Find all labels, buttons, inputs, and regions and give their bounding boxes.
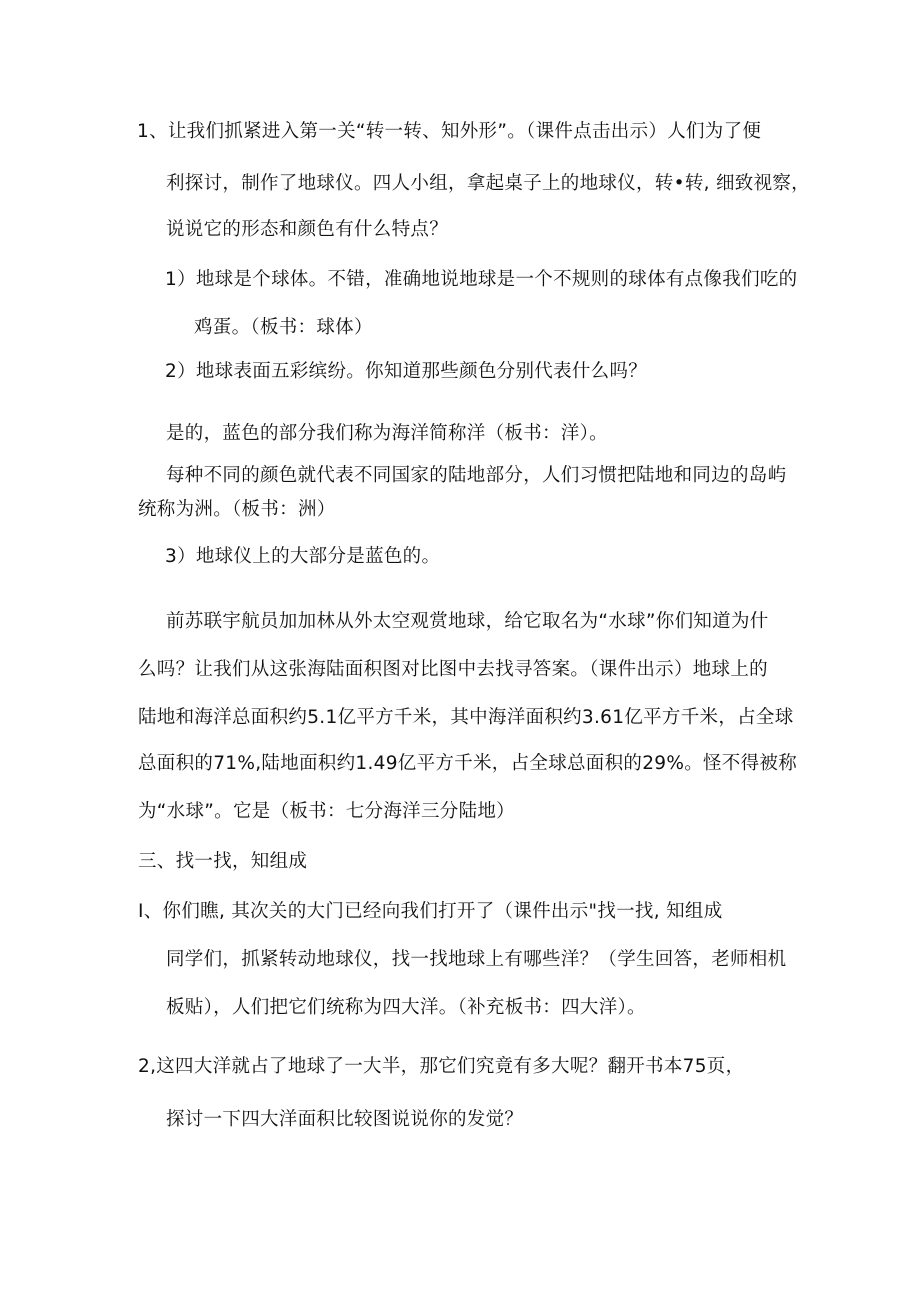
paragraph-continent-line-1: 每种不同的颜色就代表不同国家的陆地部分，人们习惯把陆地和同边的岛屿: [166, 465, 787, 486]
paragraph-water-ball-line-5: 为“水球”。它是（板书：七分海洋三分陆地）: [138, 801, 515, 822]
step-1-line-3: 板贴），人们把它们统称为四大洋。（补充板书：四大洋）。: [166, 997, 646, 1018]
item-1-line-2: 鸡蛋。（板书：球体）: [194, 317, 373, 338]
paragraph-water-ball-line-4: 总面积的71%,陆地面积约1.49亿平方千米，占全球总面积的29%。怪不得被称: [138, 753, 798, 774]
section-heading-3: 三、找一找，知组成: [138, 851, 308, 872]
paragraph-water-ball-line-1: 前苏联宇航员加加林从外太空观赏地球，给它取名为“水球”你们知道为什: [166, 611, 769, 632]
paragraph-1-line-2: 利探讨，制作了地球仪。四人小组，拿起桌子上的地球仪，转•转, 细致视察，: [166, 173, 810, 194]
step-2-line-1: 2,这四大洋就占了地球了一大半，那它们究竟有多大呢？翻开书本75页，: [138, 1056, 745, 1077]
step-1-line-1: I、你们瞧, 其次关的大门已经向我们打开了（课件出示"找一找, 知组成: [138, 901, 723, 922]
item-3-line-1: 3）地球仪上的大部分是蓝色的。: [165, 546, 441, 567]
paragraph-water-ball-line-2: 么吗？让我们从这张海陆面积图对比图中去找寻答案。（课件出示）地球上的: [138, 659, 768, 680]
paragraph-continent-line-2: 统称为洲。（板书：洲）: [138, 499, 336, 520]
paragraph-1-line-1: 1、让我们抓紧进入第一关“转一转、知外形”。（课件点击出示）人们为了便: [137, 121, 762, 142]
item-2-line-1: 2）地球表面五彩缤纷。你知道那些颜色分别代表什么吗？: [165, 361, 648, 382]
step-1-line-2: 同学们，抓紧转动地球仪，找一找地球上有哪些洋？（学生回答，老师相机: [166, 949, 787, 970]
paragraph-blue-ocean: 是的，蓝色的部分我们称为海洋简称洋（板书：洋）。: [166, 423, 608, 444]
paragraph-1-line-3: 说说它的形态和颜色有什么特点？: [166, 219, 449, 240]
item-1-line-1: 1）地球是个球体。不错，准确地说地球是一个不规则的球体有点像我们吃的: [165, 269, 798, 290]
paragraph-water-ball-line-3: 陆地和海洋总面积约5.1亿平方千米，其中海洋面积约3.61亿平方千米，占全球: [138, 707, 794, 728]
step-2-line-2: 探讨一下四大洋面积比较图说说你的发觉？: [166, 1109, 524, 1130]
